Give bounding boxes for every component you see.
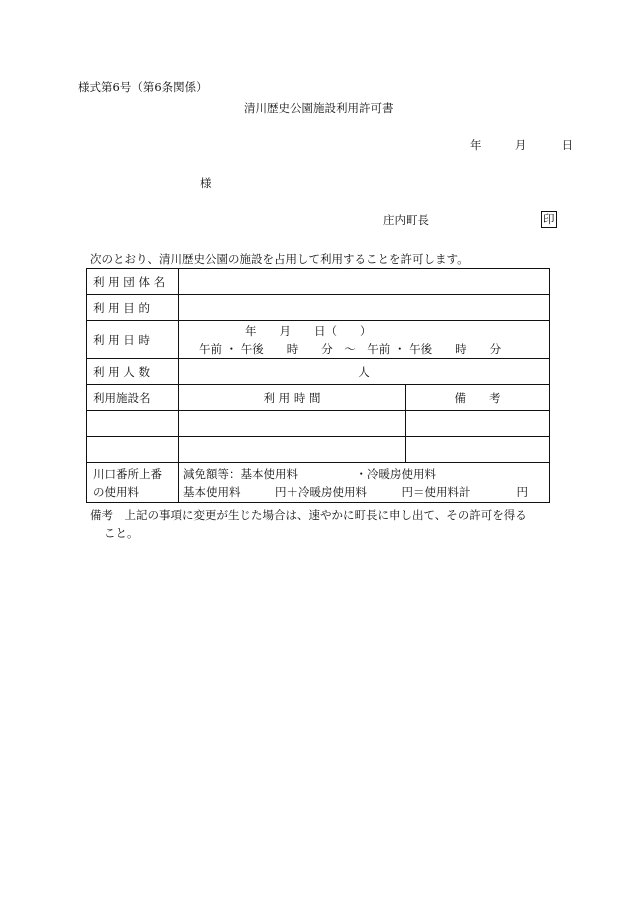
headcount-field[interactable] [179, 359, 550, 385]
usage-time-header: 利 用 時 間 [179, 385, 406, 411]
usage-time-cell[interactable] [179, 437, 406, 463]
fee-total-line: 基本使用料 円＋冷暖房使用料 円＝使用料計 円 [183, 484, 528, 499]
facility-label: 利用施設名 [87, 385, 179, 411]
fee-label-line1: 川口番所上番 [93, 466, 162, 481]
table-row [87, 321, 550, 359]
group-name-field[interactable] [179, 269, 550, 295]
table-row [87, 411, 550, 437]
fee-label-line2: の使用料 [93, 484, 139, 499]
table-row [87, 295, 550, 321]
usage-time-cell[interactable] [179, 411, 406, 437]
headcount-label: 利 用 人 数 [87, 359, 179, 385]
date-month: 月 [514, 138, 527, 152]
facility-cell[interactable] [87, 411, 179, 437]
datetime-field[interactable] [179, 321, 550, 359]
date-year: 年 [470, 138, 482, 152]
datetime-time: 午前 ・ 午後 時 分 ～ 午前 ・ 午後 時 分 [199, 341, 502, 356]
remarks-cell[interactable] [406, 411, 550, 437]
table-row [87, 269, 550, 295]
facility-cell[interactable] [87, 437, 179, 463]
group-name-label: 利 用 団 体 名 [87, 269, 179, 295]
intro-text: 次のとおり、清川歴史公園の施設を占用して利用することを許可します。 [90, 252, 469, 266]
table-row [87, 463, 550, 503]
issue-date [470, 140, 573, 152]
table-row [87, 359, 550, 385]
issuer-name: 庄内町長 [383, 213, 429, 227]
form-number: 様式第6号（第6条関係） [78, 80, 208, 94]
remarks-header: 備 考 [406, 385, 550, 411]
permit-table [86, 268, 550, 503]
datetime-label: 利 用 日 時 [87, 321, 179, 359]
headcount-unit: 人 [358, 364, 370, 379]
remarks-note: 備考 上記の事項に変更が生じた場合は、速やかに町長に申し出て、その許可を得る [90, 508, 527, 522]
datetime-date: 年 月 日（ ） [245, 323, 372, 338]
purpose-label: 利 用 目 的 [87, 295, 179, 321]
table-row [87, 437, 550, 463]
seal-box: 印 [543, 212, 555, 226]
date-day: 日 [561, 138, 574, 152]
remarks-note-continued: こと。 [104, 526, 139, 540]
table-row [87, 385, 550, 411]
purpose-field[interactable] [179, 295, 550, 321]
fee-field[interactable] [179, 463, 550, 503]
addressee-suffix: 様 [200, 176, 212, 190]
document-title: 清川歴史公園施設利用許可書 [244, 101, 394, 115]
remarks-cell[interactable] [406, 437, 550, 463]
fee-reduction-line: 減免額等：基本使用料 ・冷暖房使用料 [183, 466, 436, 481]
fee-label [87, 463, 179, 503]
